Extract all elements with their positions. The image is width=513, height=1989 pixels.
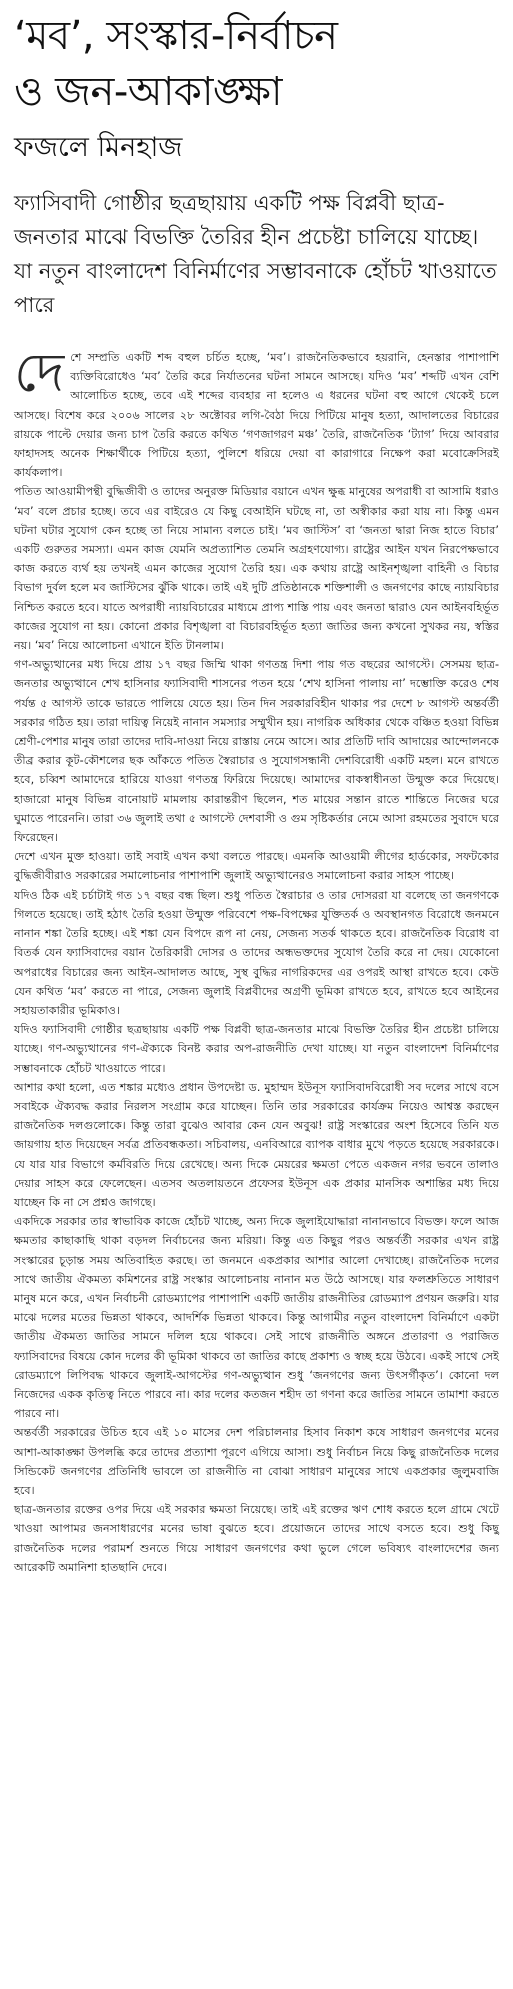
body-paragraph: একদিকে সরকার তার স্বাভাবিক কাজে হোঁচট খাচ্ছে, অন্য দিকে জুলাইযোদ্ধারা নানানভাবে বিভক্ত। ফলে আজ ক্ষমতার কাছাকাছি থাকা বড়দল নির্বাচনের জন্য মরিয়া। কিন্তু এত কিছুর পরও অন্তর্বর্তী সরকার এখন রাষ্ট্র সংস্কারের চূড়ান্ত সময় অতিবাহিত করছে। তা জনমনে একপ্রকার আশার আলো দেখাচ্ছে। রাজনৈতিক দলের সাথে জাতীয় ঐকমত্য কমিশনের রাষ্ট্র সংস্কার আলোচনায় নানান মত উঠে আসছে। যার ফলশ্রুতিতে সাধারণ মানুষ মনে করে, এখন নির্বাচনী রোডম্যাপের পাশাপাশি একটি জাতীয় রাজনীতির রোডম্যাপ প্রণয়ন জরুরি। যার মাঝে দলের মতের ভিন্নতা থাকবে, আদর্শিক ভিন্নতা থাকবে। কিন্তু আগামীর নতুন বাংলাদেশ বিনির্মাণে একটা জাতীয় ঐকমত্য জাতির সামনে দলিল হয়ে থাকবে। সেই সাথে রাজনীতি অঙ্গনে প্রতারণা ও পরাজিত ফ্যাসিবাদের বিষয়ে কোন দলের কী ভূমিকা থাকবে তা জাতির কাছে প্রকাশ্য ও স্বচ্ছ হয়ে উঠবে। একই সাথে সেই রোডম্যাপে লিপিবদ্ধ থাকবে জুলাই-আগস্টের গণ-অভ্যুত্থান শুধু ‘জনগণের জন্য উৎসর্গীকৃত’। কোনো দল নিজেদের একক কৃতিত্ব নিতে পারবে না। কার দলের কতজন শহীদ তা গণনা করে জাতির সামনে তামাশা করতে পারবে না। bbox=[14, 1215, 499, 1421]
headline-line-2: ও জন-আকাঙ্ক্ষা bbox=[14, 69, 282, 115]
body-paragraph: ছাত্র-জনতার রক্তের ওপর দিয়ে এই সরকার ক্ষমতা নিয়েছে। তাই এই রক্তের ঋণ শোধ করতে হলে গ্রামে খেটে খাওয়া আপামর জনসাধারণের মনের ভাষা বুঝতে হবে। প্রয়োজনে তাদের সাথে বসতে হবে। শুধু কিছু রাজনৈতিক দলের পরামর্শ শুনতে গিয়ে সাধারণ জনগণের কথা ভুলে গেলে ভবিষ্যৎ বাংলাদেশের জন্য আরেকটি অমানিশা হাতছানি দেবে। bbox=[14, 1503, 499, 1574]
intro-deck: ফ্যাসিবাদী গোষ্ঠীর ছত্রছায়ায় একটি পক্ষ বিপ্লবী ছাত্র-জনতার মাঝে বিভক্তি তৈরির হীন প্রচেষ্টা চালিয়ে যাচ্ছে। যা নতুন বাংলাদেশ বিনির্মাণের সম্ভাবনাকে হোঁচট খাওয়াতে পারে bbox=[14, 191, 497, 317]
drop-cap: দে bbox=[14, 341, 65, 404]
body-paragraph: আশার কথা হলো, এত শঙ্কার মধ্যেও প্রধান উপদেষ্টা ড. মুহাম্মদ ইউনূস ফ্যাসিবাদবিরোধী সব দলের সাথে বসে সবাইকে ঐক্যবদ্ধ করার নিরলস সংগ্রাম করে যাচ্ছেন। তিনি তার সরকারের কার্যক্রম নিয়েও আশ্বস্ত করছেন রাজনৈতিক দলগুলোকে। কিন্তু তারা বুঝেও আবার কেন যেন অবুঝ! রাষ্ট্র সংস্কারের অংশ হিসেবে তিনি যত জায়গায় হাত দিয়েছেন সর্বত্র প্রতিবন্ধকতা। সচিবালয়, এনবিআরে ব্যাপক বাধার মুখে পড়তে হয়েছে সরকারকে। যে যার যার বিভাগে কর্মবিরতি দিয়ে রেখেছে। অন্য দিকে মেয়রের ক্ষমতা পেতে একজন নগর ভবনে তালাও দেয়ার সাহস করে ফেলেছেন। এতসব অতলায়তনে প্রফেসর ইউনূস এক প্রকার মানসিক অশান্তির মধ্য দিয়ে যাচ্ছেন কি না সে প্রশ্নও জাগছে। bbox=[14, 1080, 499, 1209]
headline-line-1: ‘মব’, সংস্কার-নির্বাচন bbox=[14, 13, 338, 59]
body-paragraph: যদিও ঠিক এই চর্চাটাই গত ১৭ বছর বন্ধ ছিল। শুধু পতিত স্বৈরাচার ও তার দোসররা যা বলেছে তা জনগণকে গিলতে হয়েছে। তাই হঠাৎ তৈরি হওয়া উন্মুক্ত পরিবেশে পক্ষ-বিপক্ষের যুক্তিতর্ক ও অবস্থানগত বিরোধে জনমনে নানান শঙ্কা তৈরি হচ্ছে। এই শঙ্কা যেন বিপদে রূপ না নেয়, সেজন্য সতর্ক থাকতে হবে। রাজনৈতিক বিরোধ বা বিতর্ক যেন ফ্যাসিবাদের বয়ান তৈরিকারী দোসর ও তাদের অন্ধভক্তদের সুযোগ তৈরি করে না দেয়। যেকোনো অপরাধের বিচারের জন্য আইন-আদালত আছে, সুস্থ বুদ্ধির নাগরিকদের এর ওপরই আস্থা রাখতে হবে। কেউ যেন কথিত ‘মব’ করতে না পারে, সেজন্য জুলাই বিপ্লবীদের অগ্রণী ভূমিকা রাখতে হবে, রাখতে হবে আইনের সহায়তাকারীর ভূমিকাও। bbox=[14, 888, 499, 1017]
body-paragraph: যদিও ফ্যাসিবাদী গোষ্ঠীর ছত্রছায়ায় একটি পক্ষ বিপ্লবী ছাত্র-জনতার মাঝে বিভক্তি তৈরির হীন প্রচেষ্টা চালিয়ে যাচ্ছে। গণ-অভ্যুত্থানের গণ-ঐক্যকে বিনষ্ট করার অপ-রাজনীতি দেখা যাচ্ছে। যা নতুন বাংলাদেশ বিনির্মাণের সম্ভাবনাকে হোঁচট খাওয়াতে পারে। bbox=[14, 1023, 499, 1075]
article-body bbox=[14, 341, 499, 1577]
body-paragraph: গণ-অভ্যুত্থানের মধ্য দিয়ে প্রায় ১৭ বছর জিম্মি থাকা গণতন্ত্র দিশা পায় গত বছরের আগস্টে। সেসময় ছাত্র-জনতার অভ্যুত্থানে শেখ হাসিনার ফ্যাসিবাদী শাসনের পতন হয়ে ‘শেখ হাসিনা পালায় না’ দম্ভোক্তি করেও শেষ পর্যন্ত ৫ আগস্ট তাকে ভারতে পালিয়ে যেতে হয়। তিন দিন সরকারবিহীন থাকার পর দেশে ৮ আগস্ট অন্তর্বর্তী সরকার গঠিত হয়। তারা দায়িত্ব নিয়েই নানান সমস্যার সম্মুখীন হয়। নাগরিক অধিকার থেকে বঞ্চিত হওয়া বিভিন্ন শ্রেণী-পেশার মানুষ তারা তাদের দাবি-দাওয়া নিয়ে রাস্তায় নেমে আসে। আর প্রতিটি দাবি আদায়ের আন্দোলনকে তীব্র করার কূট-কৌশলের ছক আঁকতে পতিত স্বৈরাচার ও সুযোগসন্ধানী দেশবিরোধী একটি মহল। মনে রাখতে হবে, চব্বিশ আমাদেরে হারিয়ে যাওয়া গণতন্ত্র ফিরিয়ে দিয়েছে। আমাদের বাকস্বাধীনতা উন্মুক্ত করে দিয়েছে। হাজারো মানুষ বিভিন্ন বানোয়াট মামলায় কারান্তরীণ ছিলেন, শত মায়ের সন্তান রাতে শান্তিতে নিজের ঘরে ঘুমাতে পারেননি। তারা ৩৬ জুলাই তথা ৫ আগস্টে দেশবাসী ও গুম সৃষ্টিকর্তার নেমে আসা রহমতের সুবাদে ঘরে ফিরেছেন। bbox=[14, 658, 499, 845]
body-paragraph: অন্তর্বর্তী সরকারের উচিত হবে এই ১০ মাসের দেশ পরিচালনার হিসাব নিকাশ কষে সাধারণ জনগণের মনের আশা-আকাঙ্ক্ষা উপলব্ধি করে তাদের প্রত্যাশা পূরণে এগিয়ে আসা। শুধু নির্বাচন নিয়ে কিছু রাজনৈতিক দলের সিন্ডিকেট জনগণের প্রতিনিধি ভাবলে তা রাজনীতি না বোঝা সাধারণ মানুষের সাথে একপ্রকার জুলুমবাজি হবে। bbox=[14, 1426, 499, 1497]
body-paragraph: পতিত আওয়ামীপন্থী বুদ্ধিজীবী ও তাদের অনুরক্ত মিডিয়ার বয়ানে এখন ক্ষুব্ধ মানুষের অপরাধী বা আসামি ধরাও ‘মব’ বলে প্রচার হচ্ছে। তবে এর বাইরেও যে কিছু বেআইনি ঘটছে না, তা অস্বীকার করা যায় না। কিন্তু এমন ঘটনা ঘটার সুযোগ কেন হচ্ছে তা নিয়ে সামান্য বলতে চাই। ‘মব জাস্টিস’ বা ‘জনতা দ্বারা নিজ হাতে বিচার’ একটি গুরুতর সমস্যা। এমন কাজ যেমনি অপ্রত্যাশিত তেমনি অগ্রহণযোগ্য। রাষ্ট্রের আইন যখন নিরপেক্ষভাবে কাজ করতে ব্যর্থ হয় তখনই এমন কাজের সুযোগ তৈরি হয়। এক কথায় রাষ্ট্রে আইনশৃঙ্খলা বাহিনী ও বিচার বিভাগ দুর্বল হলে মব জাস্টিসের ঝুঁকি থাকে। তাই এই দুটি প্রতিষ্ঠানকে শক্তিশালী ও জনগণের কাছে ন্যায়বিচার নিশ্চিত করতে হবে। যাতে অপরাধী ন্যায়বিচারের মাধ্যমে প্রাপ্য শাস্তি পায় এবং জনতা দ্বারাও যেন আইনবহির্ভূত কাজের সুযোগ না হয়। কোনো প্রকার বিশৃঙ্খলা বা বিচারবহির্ভূত হত্যা জাতির জন্য কখনো সুখকর নয়, স্বস্তির নয়। ‘মব’ নিয়ে আলোচনা এখানে ইতি টানলাম। bbox=[14, 485, 499, 653]
body-paragraph: শে সম্প্রতি একটি শব্দ বহুল চর্চিত হচ্ছে, ‘মব’। রাজনৈতিকভাবে হয়রানি, হেনস্তার পাশাপাশি ব্যক্তিবিরোধেও ‘মব’ তৈরি করে নির্যাতনের ঘটনা সামনে আসছে। যদিও ‘মব’ শব্দটি এখন বেশি আলোচিত হচ্ছে, তবে এই শব্দের ব্যবহার না হলেও এ ধরনের ঘটনা বহু আগে থেকেই চলে আসছে। বিশেষ করে ২০০৬ সালের ২৮ অক্টোবর লগি-বৈঠা দিয়ে পিটিয়ে মানুষ হত্যা, আদালতের বিচারের রায়কে পাল্টে দেয়ার জন্য চাপ তৈরি করতে কথিত ‘গণজাগরণ মঞ্চ’ তৈরি, রাজনৈতিক ‘ট্যাগ’ দিয়ে আবরার ফাহাদসহ অনেক শিক্ষার্থীকে পিটিয়ে হত্যা, পুলিশে ধরিয়ে দেয়া বা কারাগারে নিক্ষেপ করা মবোক্রেসিরই কার্যকলাপ। bbox=[14, 351, 499, 480]
body-paragraph: দেশে এখন মুক্ত হাওয়া। তাই সবাই এখন কথা বলতে পারছে। এমনকি আওয়ামী লীগের হার্ডকোর, সফটকোর বুদ্ধিজীবীরাও সরকারের সমালোচনার পাশাপাশি জুলাই অভ্যুত্থানেরও সমালোচনা করার সাহস পাচ্ছে। bbox=[14, 850, 499, 883]
author-byline: ফজলে মিনহাজ bbox=[14, 132, 183, 163]
headline bbox=[14, 8, 499, 120]
